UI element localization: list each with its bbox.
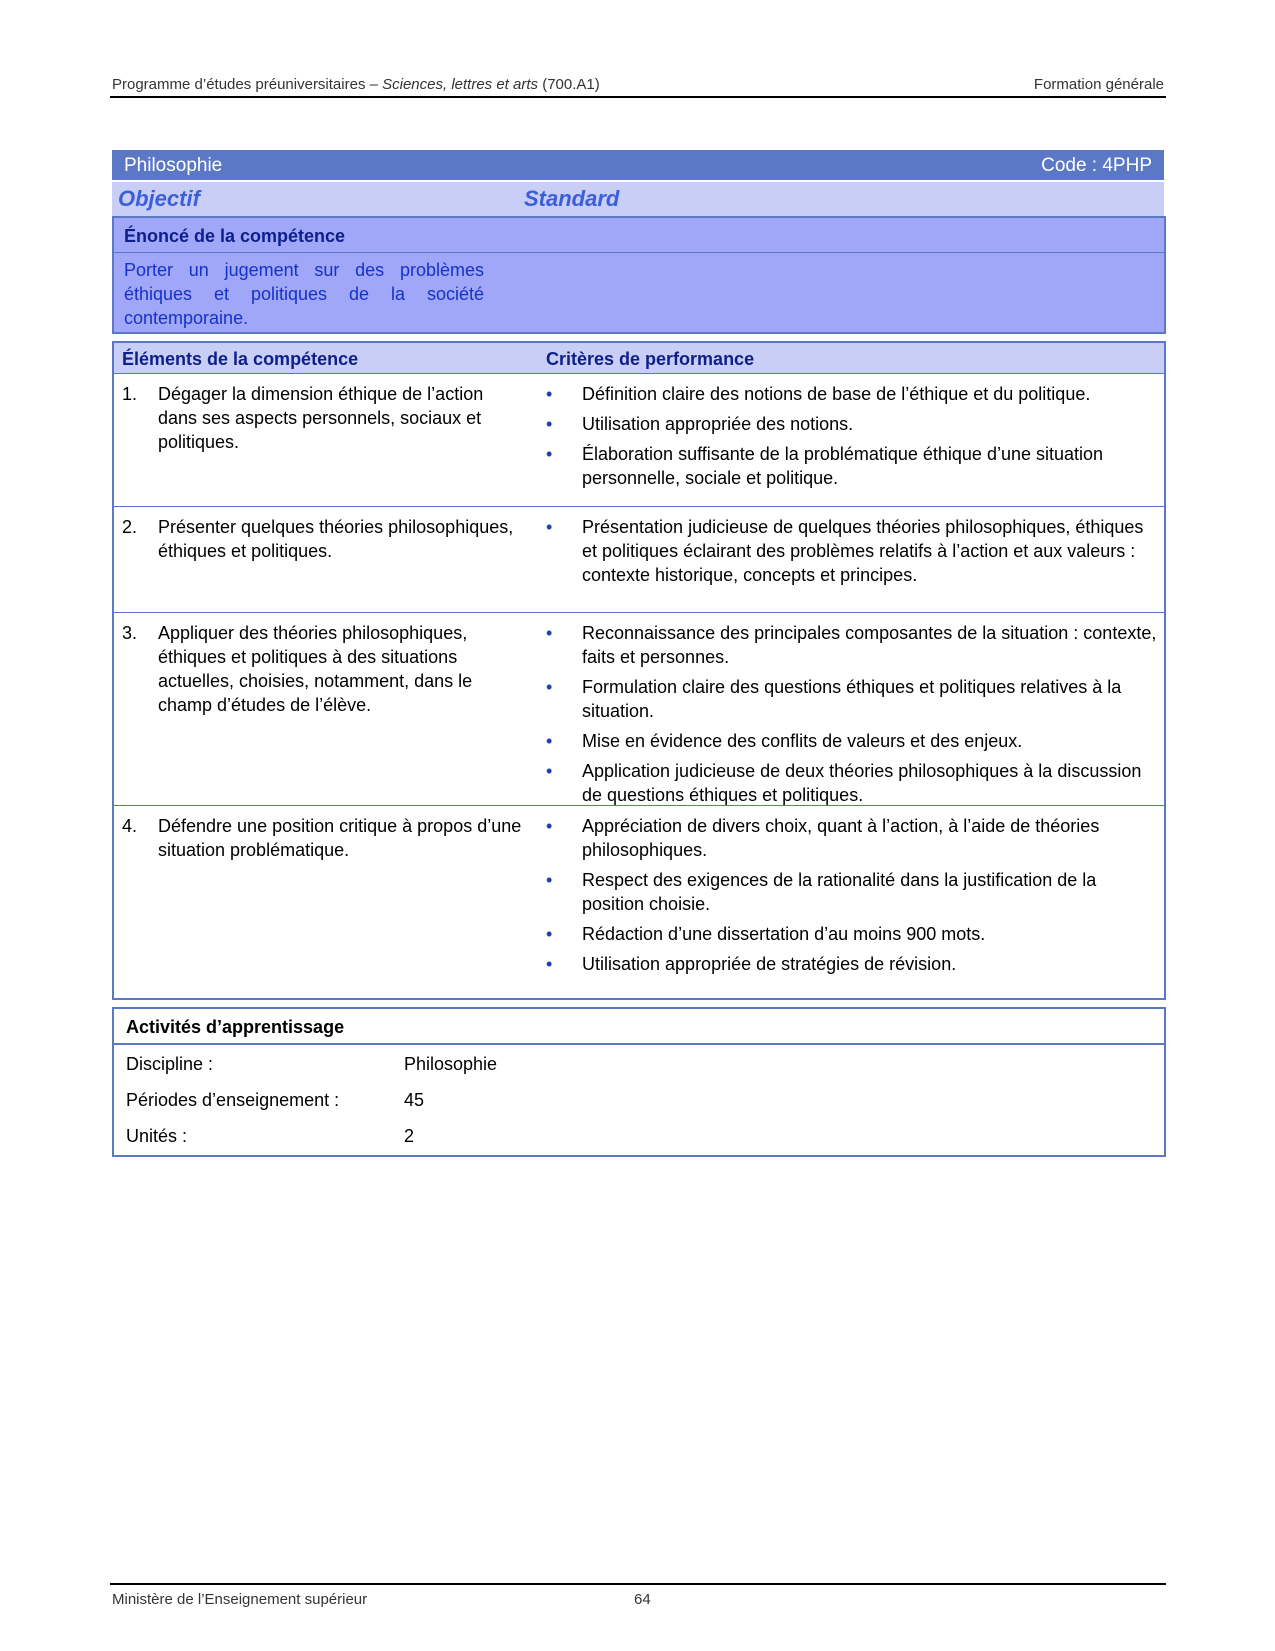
criterion-text: Rédaction d’une dissertation d’au moins 900 mots.	[582, 924, 986, 944]
elements-table-header	[114, 343, 1164, 374]
list-item	[544, 759, 1159, 807]
table-row	[114, 613, 1164, 806]
discipline-label: Discipline :	[126, 1054, 214, 1074]
bullet-icon: •	[546, 677, 553, 697]
discipline-value: Philosophie	[404, 1054, 498, 1074]
criteres-heading: Critères de performance	[546, 349, 755, 369]
program-title	[112, 76, 600, 93]
periodes-value: 45	[404, 1090, 425, 1110]
bullet-icon: •	[546, 761, 553, 781]
formation-label: Formation générale	[1033, 76, 1164, 93]
criterion-text: Présentation judicieuse de quelques théories philosophiques, éthiques et politiques éclairant des problèmes relatifs à l’action et aux valeurs : contexte historique, concepts et principes.	[582, 517, 1144, 585]
criterion-text: Reconnaissance des principales composantes de la situation : contexte, faits et personnes.	[582, 623, 1157, 667]
list-item	[544, 814, 1159, 862]
criterion-text: Utilisation appropriée de stratégies de révision.	[582, 954, 957, 974]
objectif-standard-header	[112, 182, 1164, 216]
bullet-icon: •	[546, 517, 553, 537]
table-row	[114, 806, 1164, 996]
list-item	[544, 922, 1159, 946]
elements-heading: Éléments de la compétence	[122, 349, 359, 369]
program-code: (700.A1)	[538, 76, 600, 93]
element-text: Défendre une position critique à propos d’une situation problématique.	[158, 816, 522, 860]
list-item	[544, 952, 1159, 976]
list-item	[544, 412, 1159, 436]
element-number: 3.	[122, 623, 138, 643]
criterion-text: Appréciation de divers choix, quant à l’action, à l’aide de théories philosophiques.	[582, 816, 1100, 860]
criteria-cell	[544, 382, 1159, 496]
enonce-section	[112, 216, 1166, 334]
element-number: 2.	[122, 517, 138, 537]
unites-label: Unités :	[126, 1126, 188, 1146]
page-number: 64	[634, 1591, 651, 1608]
criteria-cell	[544, 515, 1159, 593]
enonce-title: Énoncé de la compétence	[124, 226, 346, 246]
criterion-text: Application judicieuse de deux théories philosophiques à la discussion de questions éthiques et politiques.	[582, 761, 1142, 805]
criterion-text: Définition claire des notions de base de l’éthique et du politique.	[582, 384, 1091, 404]
bullet-icon: •	[546, 954, 553, 974]
page-header	[110, 74, 1166, 98]
element-text: Appliquer des théories philosophiques, éthiques et politiques à des situations actuelles, choisies, notamment, dans le champ d’études de l’élève.	[158, 623, 473, 715]
criterion-text: Formulation claire des questions éthiques et politiques relatives à la situation.	[582, 677, 1122, 721]
bullet-icon: •	[546, 623, 553, 643]
table-row	[114, 507, 1164, 613]
course-title-bar	[112, 150, 1164, 180]
standard-heading: Standard	[524, 186, 620, 211]
program-name: Sciences, lettres et arts	[382, 76, 539, 93]
course-name: Philosophie	[124, 155, 223, 176]
page-footer	[110, 1583, 1166, 1609]
bullet-icon: •	[546, 816, 553, 836]
enonce-text: Porter un jugement sur des problèmes éthiques et politiques de la société contemporaine.	[124, 260, 484, 328]
divider	[114, 252, 1164, 253]
bullet-icon: •	[546, 924, 553, 944]
periodes-label: Périodes d’enseignement :	[126, 1090, 340, 1110]
list-item	[544, 675, 1159, 723]
objectif-heading: Objectif	[118, 186, 200, 211]
activites-title: Activités d’apprentissage	[126, 1017, 345, 1037]
bullet-icon: •	[546, 870, 553, 890]
bullet-icon: •	[546, 731, 553, 751]
program-prefix: Programme d’études préuniversitaires –	[112, 76, 383, 93]
bullet-icon: •	[546, 444, 553, 464]
criterion-text: Respect des exigences de la rationalité dans la justification de la position choisie.	[582, 870, 1097, 914]
bullet-icon: •	[546, 384, 553, 404]
list-item	[544, 621, 1159, 669]
bullet-icon: •	[546, 414, 553, 434]
criterion-text: Mise en évidence des conflits de valeurs et des enjeux.	[582, 731, 1023, 751]
list-item	[544, 515, 1159, 587]
criterion-text: Élaboration suffisante de la problématique éthique d’une situation personnelle, sociale et politique.	[582, 444, 1104, 488]
list-item	[544, 442, 1159, 490]
ministry-name: Ministère de l’Enseignement supérieur	[112, 1591, 368, 1608]
criterion-text: Utilisation appropriée des notions.	[582, 414, 854, 434]
list-item	[544, 729, 1159, 753]
element-text: Présenter quelques théories philosophiques, éthiques et politiques.	[158, 517, 514, 561]
activites-section	[112, 1007, 1166, 1157]
elements-table	[112, 341, 1166, 1000]
unites-value: 2	[404, 1126, 415, 1146]
element-number: 4.	[122, 816, 138, 836]
table-row	[114, 374, 1164, 507]
criteria-cell	[544, 621, 1159, 813]
criteria-cell	[544, 814, 1159, 982]
element-number: 1.	[122, 384, 138, 404]
divider	[114, 1043, 1164, 1045]
course-code: Code : 4PHP	[1041, 155, 1152, 176]
list-item	[544, 868, 1159, 916]
element-text: Dégager la dimension éthique de l’action dans ses aspects personnels, sociaux et politiques.	[158, 384, 484, 452]
list-item	[544, 382, 1159, 406]
